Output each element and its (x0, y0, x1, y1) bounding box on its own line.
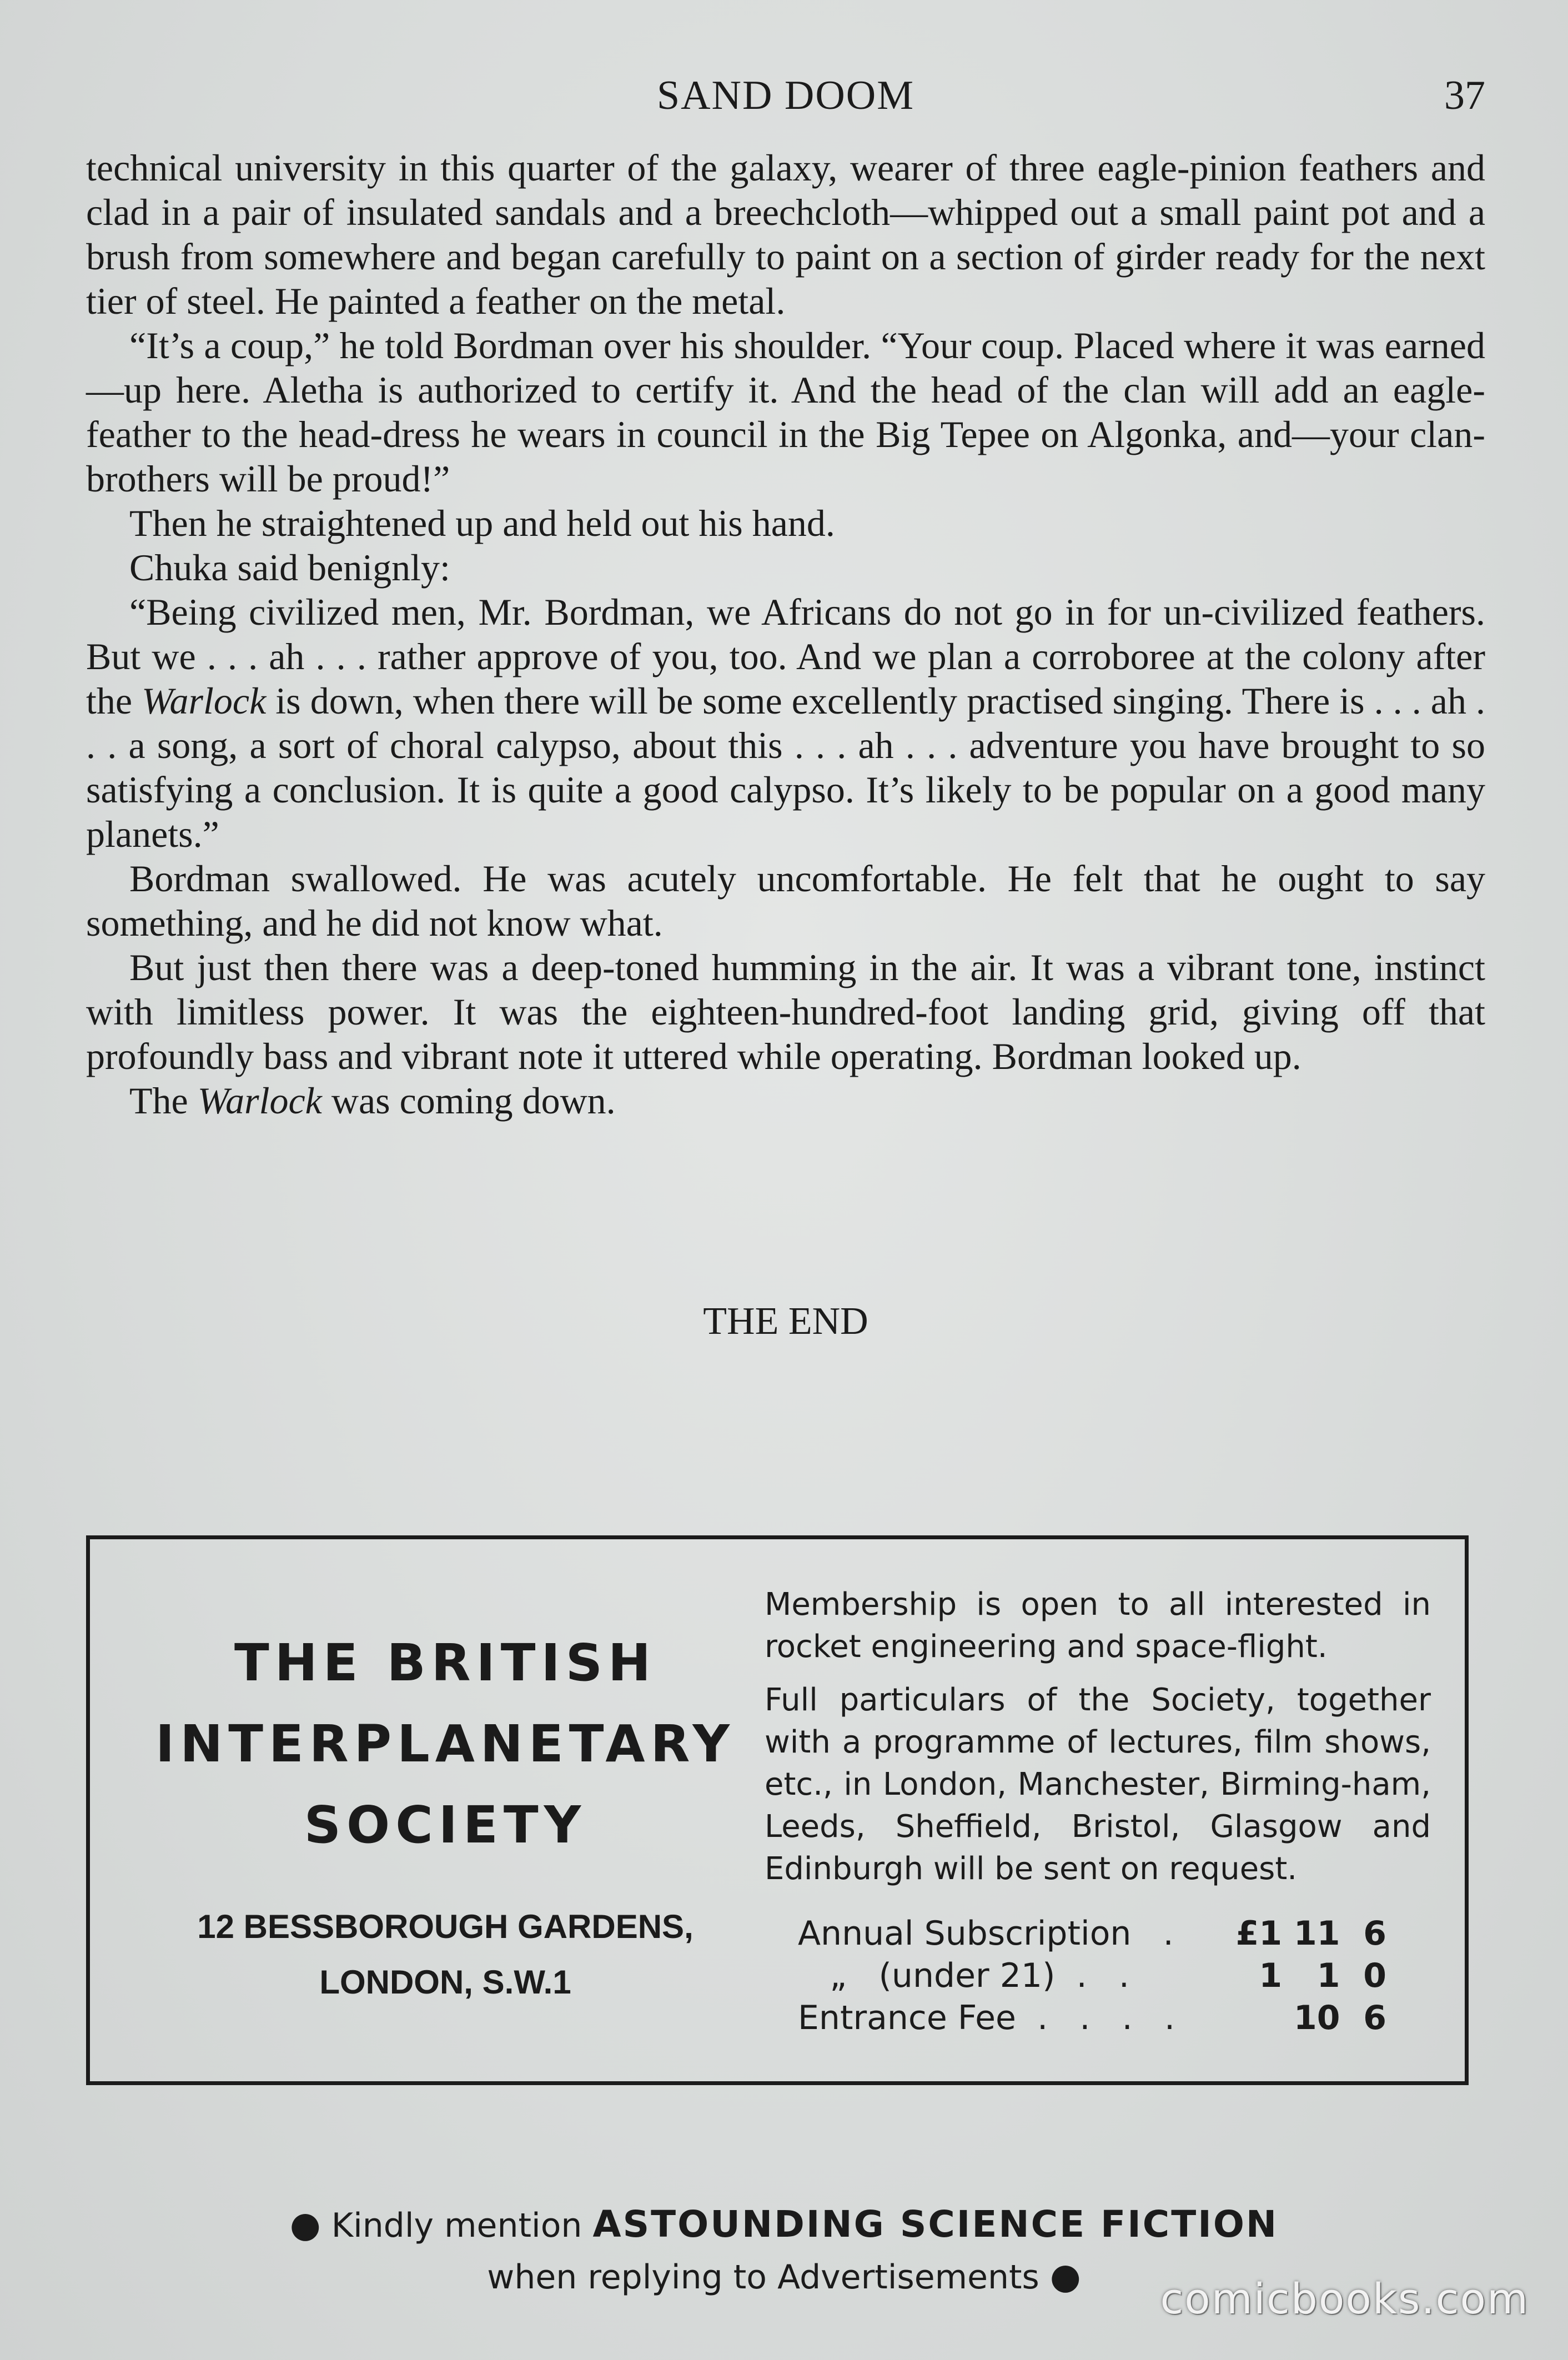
society-name (112, 1623, 778, 1866)
ad-society-block (112, 1623, 778, 2010)
membership-text: Membership is open to all interested in rocket engineering and space-flight. (765, 1586, 1431, 1665)
fee-amount: £1 11 6 (1235, 1914, 1386, 1953)
ad-details-block (765, 1584, 1431, 2039)
paragraph-text: “Being civilized men, Mr. Bordman, we Africans do not go in for un-civilized feathers. But we . . . ah . . . rather approve of you, too. And we plan a corroboree at the colony after the (86, 591, 1485, 722)
society-address (112, 1899, 778, 2010)
running-title: SAND DOOM (656, 73, 915, 118)
ship-name: Warlock (197, 1079, 322, 1122)
advertisement-box (86, 1535, 1469, 2085)
fee-row (798, 1912, 1386, 1955)
story-paragraph (86, 1078, 1485, 1123)
bullet-icon: ● (1049, 2256, 1081, 2297)
watermark: comicbooks.com (1160, 2274, 1529, 2323)
ship-name: Warlock (142, 680, 267, 722)
story-paragraph: Then he straightened up and held out his hand. (129, 502, 835, 544)
story-paragraph: technical university in this quarter of the galaxy, wearer of three eagle-pinion feathers and clad in a pair of insulated sandals and a breechcloth—whipped out a small paint pot and a brush from somewhere and began carefully to paint on a section of girder ready for the next tier of steel. He painted a feather on the metal. (86, 147, 1485, 322)
paragraph-text: The (129, 1079, 198, 1122)
society-name-line: INTERPLANETARY (155, 1714, 735, 1774)
paragraph-text: is down, when there will be some excellently practised singing. There is . . . ah . . . a song, a sort of choral calypso, about this . . . ah . . . adventure you have brought to so satisfying a conclusion. It is quite a good calypso. It’s likely to be popular on a good many planets.” (86, 680, 1485, 855)
story-paragraph: But just then there was a deep-toned humming in the air. It was a vibrant tone, instinct with limitless power. It was the eighteen-hundred-foot landing grid, giving off that profoundly bass and vibrant note it uttered while operating. Bordman looked up. (86, 946, 1485, 1077)
fee-table (798, 1912, 1386, 2039)
paragraph-text: was coming down. (321, 1079, 616, 1122)
address-line: 12 BESSBOROUGH GARDENS, (197, 1908, 693, 1945)
fee-label: Annual Subscription . (798, 1914, 1174, 1953)
bullet-icon: ● (289, 2205, 321, 2246)
running-head (86, 72, 1485, 122)
footer-text: when replying to Advertisements (487, 2258, 1039, 2297)
fee-label: Entrance Fee . . . . (798, 1999, 1175, 2037)
fee-amount: 10 6 (1293, 1999, 1386, 2037)
footer-text: Kindly mention (331, 2206, 593, 2245)
society-name-line: THE BRITISH (234, 1633, 657, 1693)
fee-amount: 1 1 0 (1259, 1956, 1386, 1995)
magazine-name: ASTOUNDING SCIENCE FICTION (592, 2203, 1279, 2246)
page-number: 37 (1444, 73, 1485, 118)
story-paragraph: “It’s a coup,” he told Bordman over his shoulder. “Your coup. Placed where it was earned—up here. Aletha is authorized to certify it. And the head of the clan will add an eagle-feather to the head-dress he wears in council in the Big Tepee on Algonka, and—your clan-brothers will be proud!” (86, 324, 1485, 500)
end-mark: THE END (703, 1300, 868, 1343)
fee-row (798, 1997, 1386, 2039)
story-paragraph: Bordman swallowed. He was acutely uncomfortable. He felt that he ought to say something, and he did not know what. (86, 857, 1485, 944)
story-text (86, 145, 1485, 1123)
footer-line (0, 2199, 1568, 2251)
society-name-line: SOCIETY (304, 1795, 587, 1855)
particulars-text: Full particulars of the Society, together with a programme of lectures, film shows, etc., in London, Manchester, Birming-ham, Leeds, Sheffield, Bristol, Glasgow and Edinburgh will be sent on request. (765, 1682, 1431, 1887)
address-line: LONDON, S.W.1 (319, 1964, 571, 2001)
story-paragraph (86, 590, 1485, 856)
story-paragraph: Chuka said benignly: (129, 546, 450, 589)
fee-row (798, 1955, 1386, 1997)
fee-label: „ (under 21) . . (798, 1956, 1129, 1995)
